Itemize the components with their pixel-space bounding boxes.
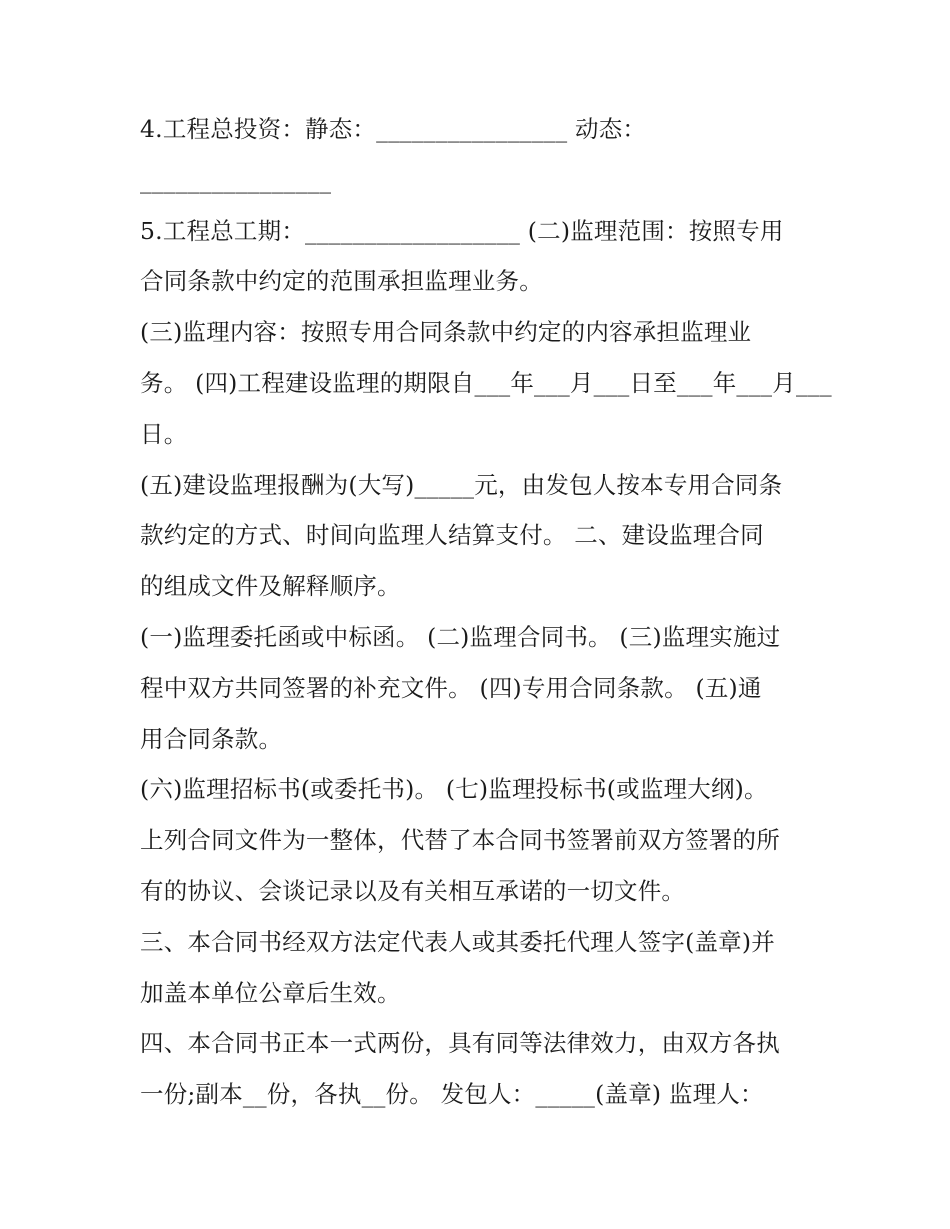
text-line: 的组成文件及解释顺序。 <box>140 572 401 601</box>
text-line: 用合同条款。 <box>140 724 283 753</box>
text-line: (一)监理委托函或中标函。 (二)监理合同书。 (三)监理实施过 <box>140 622 781 651</box>
text-line: 5.工程总工期：__________________ (二)监理范围：按照专用 <box>140 216 784 245</box>
text-line: 加盖本单位公章后生效。 <box>140 978 401 1007</box>
text-line: (六)监理招标书(或委托书)。 (七)监理投标书(或监理大纲)。 <box>140 775 768 804</box>
text-line: 款约定的方式、时间向监理人结算支付。 二、建设监理合同 <box>140 521 764 550</box>
document-body <box>140 104 832 1120</box>
text-line: 四、本合同书正本一式两份，具有同等法律效力，由双方各执 <box>140 1029 780 1058</box>
text-line: 一份;副本__份，各执__份。 发包人：_____(盖章) 监理人： <box>140 1080 764 1109</box>
text-line: 4.工程总投资：静态：________________ 动态： <box>140 115 647 143</box>
text-line: 三、本合同书经双方法定代表人或其委托代理人签字(盖章)并 <box>140 927 775 956</box>
text-line: ________________ <box>140 165 332 194</box>
text-line: 程中双方共同签署的补充文件。 (四)专用合同条款。 (五)通 <box>140 673 762 702</box>
text-line: 有的协议、会谈记录以及有关相互承诺的一切文件。 <box>140 876 686 905</box>
text-line: 合同条款中约定的范围承担监理业务。 <box>140 267 543 296</box>
text-line: (三)监理内容：按照专用合同条款中约定的内容承担监理业 <box>140 318 752 347</box>
text-line: 上列合同文件为一整体，代替了本合同书签署前双方签署的所 <box>140 826 780 855</box>
text-line: 务。 (四)工程建设监理的期限自___年___月___日至___年___月___ <box>140 368 832 397</box>
text-line: (五)建设监理报酬为(大写)_____元，由发包人按本专用合同条 <box>140 470 783 499</box>
text-line: 日。 <box>140 419 188 448</box>
